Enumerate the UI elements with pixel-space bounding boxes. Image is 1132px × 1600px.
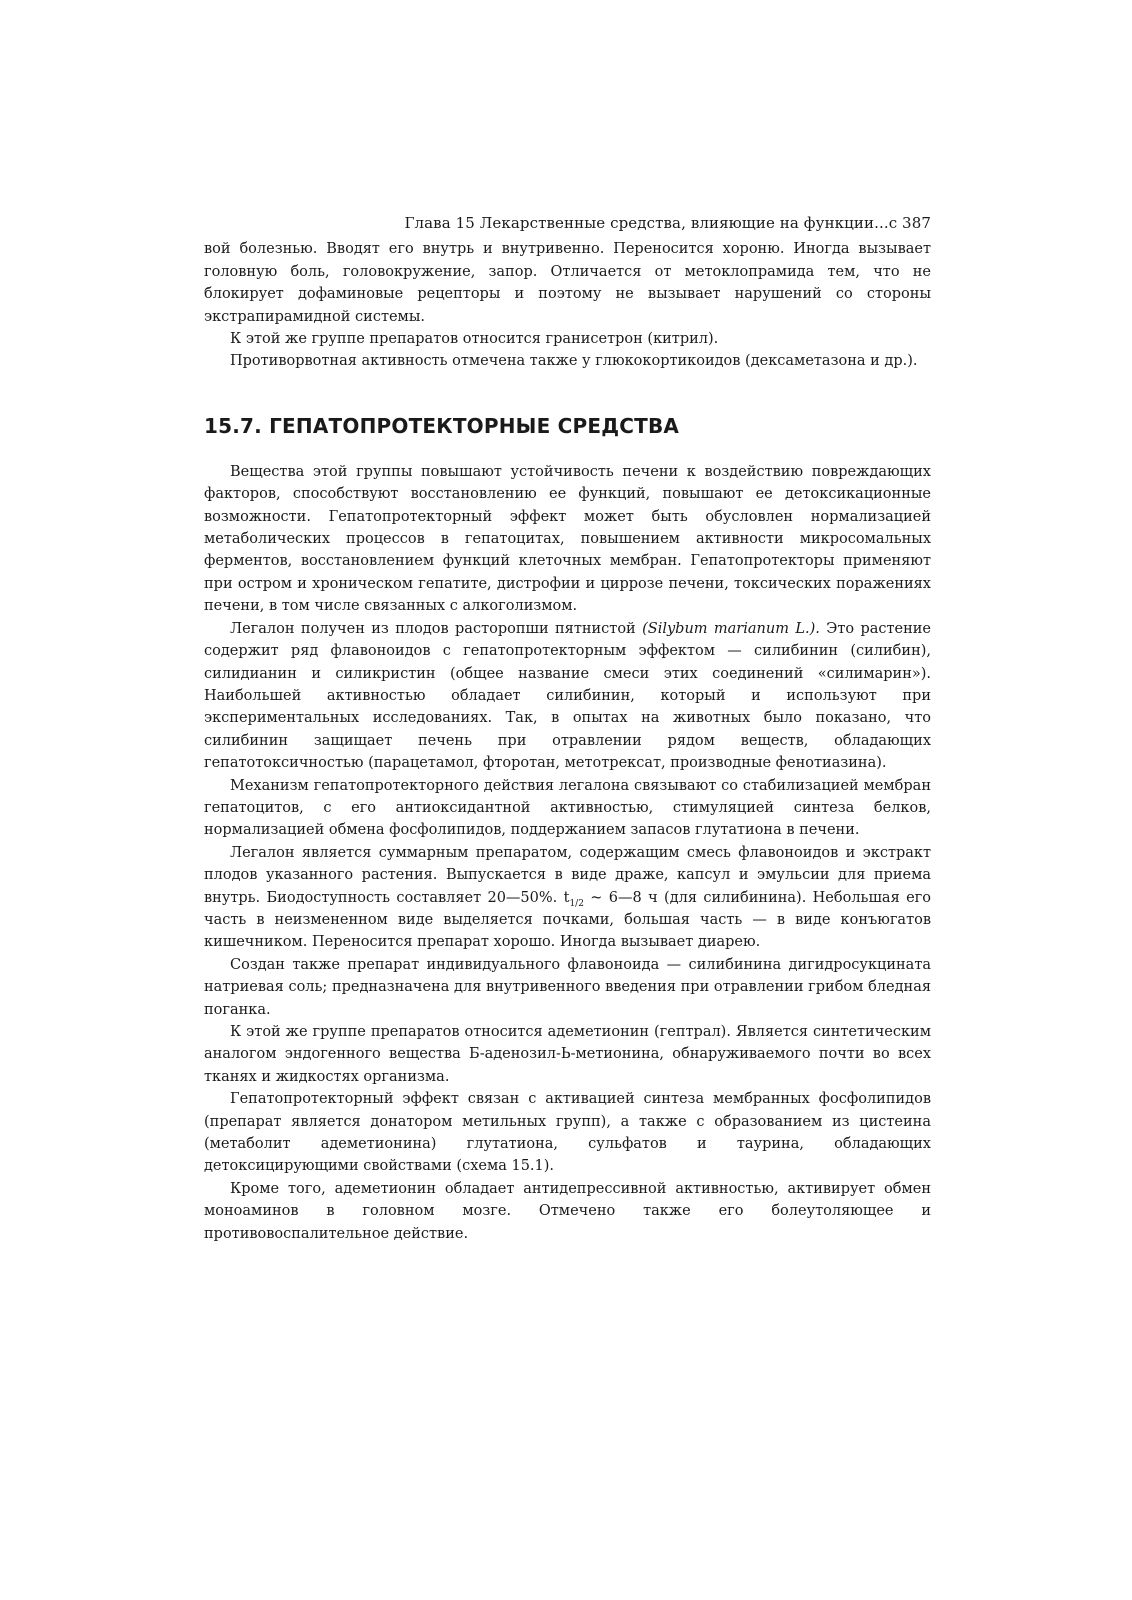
paragraph-silibinin-salt: Создан также препарат индивидуального флавоноида — силибинина дигидросукцината натриевая соль; предназначена для внутривенного введения при отравлении грибом бледная поганка. (204, 956, 931, 1018)
text-fragment: ~ 6—8 ч (для силибинина). Небольшая его часть в неизмененном виде выделяется почками, большая часть — в виде конъюгатов кишечником. Переносится препарат хорошо. Иногда вызывает диарею. (204, 889, 931, 951)
text-fragment: Легалон является суммарным препаратом, содержащим смесь флавоноидов и экстракт плодов указанного растения. Выпускается в виде драже, капсул и эмульсии для приема внутрь. Биодоступность составляет 20—50%. t (204, 844, 931, 906)
document-page (204, 212, 931, 1245)
paragraph-mechanism: Механизм гепатопротекторного действия легалона связывают со стабилизацией мембран гепатоцитов, с его антиоксидантной активностью, стимуляцией синтеза белков, нормализацией обмена фосфолипидов, поддержанием запасов глутатиона в печени. (204, 777, 931, 839)
paragraph-pharmacokinetics (204, 842, 931, 954)
latin-name: (Silybum marianum L.). (642, 620, 820, 637)
paragraph-granisetron: К этой же группе препаратов относится гранисетрон (китрил). (230, 331, 719, 348)
paragraph-intro: Вещества этой группы повышают устойчивость печени к воздействию повреждающих факторов, способствуют восстановлению ее функций, повышают ее детоксикационные возможности. Гепатопротекторный эффект может быть обусловлен нормализацией метаболических процессов в гепатоцитах, повышением активности микросомальных ферментов, восстановлением функций клеточных мембран. Гепатопротекторы применяют при остром и хроническом гепатите, дистрофии и циррозе печени, токсических поражениях печени, в том числе связанных с алкоголизмом. (204, 463, 931, 615)
half-life-subscript: 1/2 (569, 898, 584, 909)
paragraph-continued: вой болезнью. Вводят его внутрь и внутривенно. Переносится хороню. Иногда вызывает головную боль, головокружение, запор. Отличается от метоклопрамида тем, что не блокирует дофаминовые рецепторы и поэтому не вызывает нарушений со стороны экстрапирамидной системы. (204, 241, 931, 325)
paragraph-legalon-source (204, 618, 931, 775)
paragraph-ademetionine-other: Кроме того, адеметионин обладает антидепрессивной активностью, активирует обмен моноаминов в головном мозге. Отмечено также его болеутоляющее и противовоспалительное действие. (204, 1180, 931, 1242)
text-fragment: Легалон получен из плодов расторопши пятнистой (230, 620, 643, 637)
running-header: Глава 15 Лекарственные средства, влияющие на функции...с 387 (404, 214, 931, 232)
paragraph-ademetionine: К этой же группе препаратов относится адеметионин (гептрал). Является синтетическим аналогом эндогенного вещества Б-аденозил-Ь-метионина, обнаруживаемого почти во всех тканях и жидкостях организма. (204, 1024, 931, 1085)
text-fragment: Это растение содержит ряд флавоноидов с гепатопротекторным эффектом — силибинин (силибин), силидианин и силикристин (общее название смеси этих соединений «силимарин»). Наибольшей активностью обладает силибинин, который и используют при экспериментальных исследованиях. Так, в опытах на животных было показано, что силибинин защищает печень при отравлении рядом веществ, обладающих гепатотоксичностью (парацетамол, фторотан, метотрексат, производные фенотиазина). (204, 620, 932, 772)
paragraph-glucocorticoids: Противорвотная активность отмечена также у глюкокортикоидов (дексаметазона и др.). (230, 353, 918, 370)
section-title: 15.7. ГЕПАТОПРОТЕКТОРНЫЕ СРЕДСТВА (204, 413, 680, 438)
paragraph-ademetionine-effect: Гепатопротекторный эффект связан с активацией синтеза мембранных фосфолипидов (препарат является донатором метильных групп), а также с образованием из цистеина (метаболит адеметионина) глутатиона, сульфатов и таурина, обладающих детоксицирующими свойствами (схема 15.1). (204, 1091, 931, 1175)
